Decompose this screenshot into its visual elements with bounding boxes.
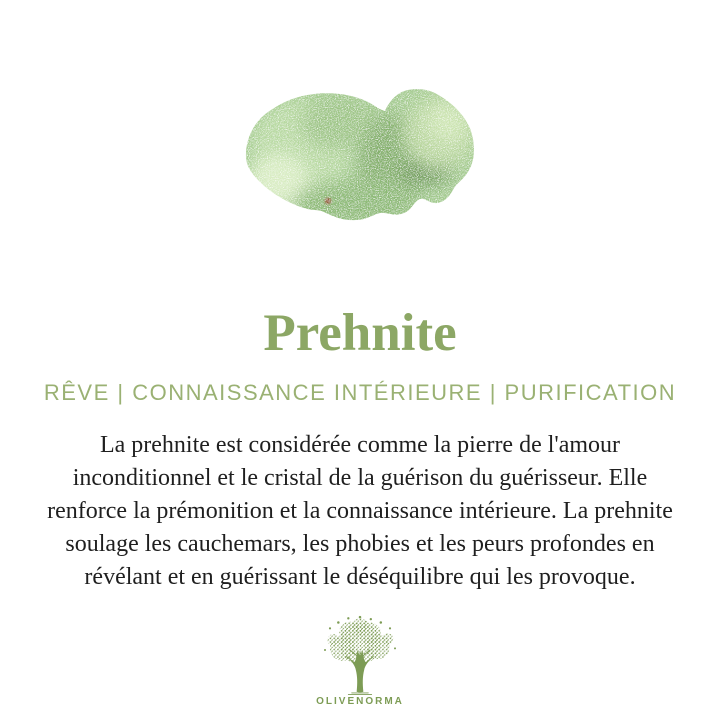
olive-tree-icon: [316, 615, 404, 695]
description-line: soulage les cauchemars, les phobies et les peurs profondes en: [65, 531, 655, 557]
description-line: inconditionnel et le cristal de la guérison du guérisseur. Elle: [72, 465, 648, 491]
prehnite-stone-photo: [244, 84, 476, 224]
keywords-line: RÊVE | CONNAISSANCE INTÉRIEURE | PURIFICATION: [43, 380, 677, 405]
page-title: Prehnite: [263, 304, 457, 362]
brand-logo: [0, 615, 720, 707]
description-line: révélant et en guérissant le déséquilibre qui les provoque.: [84, 564, 636, 590]
description-line: renforce la prémonition et la connaissance intérieure. La prehnite: [47, 498, 673, 524]
prehnite-stone-illustration: [244, 84, 476, 224]
description-line: La prehnite est considérée comme la pierre de l'amour: [99, 432, 621, 458]
brand-name: OLIVENORMA: [316, 696, 404, 707]
description-paragraph: [0, 429, 720, 594]
